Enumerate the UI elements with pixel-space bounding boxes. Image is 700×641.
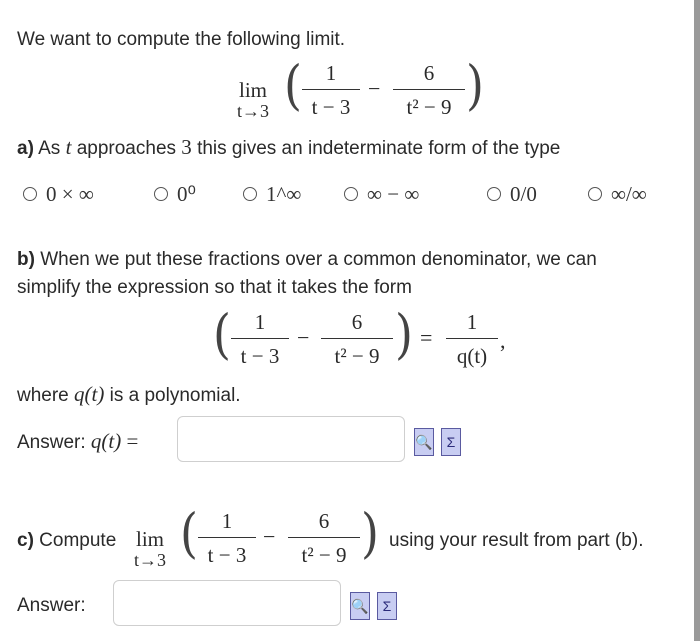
option-0-times-inf[interactable]: 0 × ∞ [23,181,94,207]
radio-button[interactable] [344,187,358,201]
intro-text: We want to compute the following limit. [17,29,346,50]
fraction-2: 6 t² − 9 [393,60,465,120]
option-0-over-0[interactable]: 0/0 [487,181,537,207]
part-c-prompt-end: using your result from part (b). [389,530,644,551]
lim-subscript: t→3 [236,101,269,121]
part-b-prompt-line1: b) When we put these fractions over a common denominator, we can [17,249,597,270]
part-b-prompt-line2: simplify the expression so that it takes the form [17,277,412,298]
lim-word: lim [238,78,267,102]
equation-editor-button[interactable] [441,428,461,456]
option-1-pow-inf[interactable]: 1^∞ [243,181,301,207]
scrollbar[interactable] [694,0,700,641]
equation-editor-button[interactable] [377,592,397,620]
option-0-pow-0[interactable]: 0⁰ [154,181,196,207]
sigma-equation-editor-icon: Σ [382,598,392,614]
preview-magnifier-icon: 🔍 [351,598,369,614]
sigma-equation-editor-icon: Σ [446,434,456,450]
preview-magnifier-icon: 🔍 [415,434,433,450]
radio-button[interactable] [588,187,602,201]
radio-button[interactable] [154,187,168,201]
radio-button[interactable] [487,187,501,201]
radio-button[interactable] [23,187,37,201]
where-text: where q(t) is a polynomial. [17,382,241,406]
preview-button[interactable] [414,428,434,456]
option-inf-minus-inf[interactable]: ∞ − ∞ [344,181,419,207]
part-a-prompt: a) As t approaches 3 this gives an indeterminate form of the type [17,135,561,159]
preview-button[interactable] [350,592,370,620]
left-paren: ( [284,54,302,117]
option-inf-over-inf[interactable]: ∞/∞ [588,181,647,207]
part-c-answer-input[interactable] [113,580,341,626]
q-of-t-answer-input[interactable] [177,416,405,462]
part-c-answer-label: Answer: [17,595,86,616]
part-c-prompt: c) Compute [17,530,117,551]
radio-button[interactable] [243,187,257,201]
right-paren: ) [466,54,484,117]
fraction-1: 1 t − 3 [302,60,360,120]
minus-sign: − [368,76,381,101]
part-b-answer-label: Answer: q(t) = [17,429,139,453]
